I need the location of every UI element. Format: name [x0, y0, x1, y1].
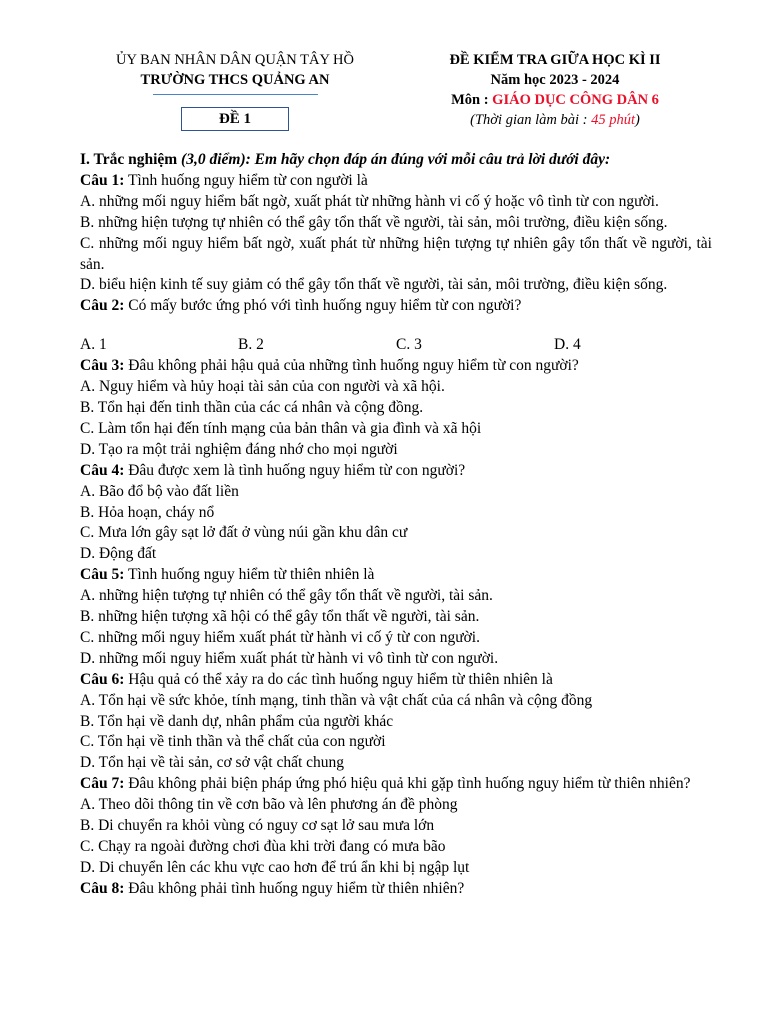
answer-option: D. biểu hiện kinh tế suy giảm có thể gây tổn thất về người, tài sản, môi trường, điều kiện sống.	[80, 276, 668, 294]
subject-label: Môn :	[451, 92, 493, 108]
question-text: Có mấy bước ứng phó với tình huống nguy hiểm từ con người?	[124, 297, 522, 315]
answer-option: C. 3	[396, 336, 422, 354]
question-1	[80, 171, 712, 192]
subject-line	[400, 90, 710, 110]
answer-option: B. Di chuyển ra khỏi vùng có nguy cơ sạt lở sau mưa lớn	[80, 817, 435, 835]
question-2	[80, 296, 712, 317]
section-title: I. Trắc nghiệm	[80, 151, 178, 168]
school-name: TRƯỜNG THCS QUẢNG AN	[140, 72, 330, 88]
question-label: Câu 1:	[80, 171, 125, 189]
answer-option: A. Tổn hại về sức khỏe, tính mạng, tinh thần và vật chất của cá nhân và cộng đồng	[80, 691, 593, 709]
question-5	[80, 565, 712, 586]
answer-option: D. Di chuyển lên các khu vực cao hơn để trú ẩn khi bị ngập lụt	[80, 858, 470, 876]
question-text: Hậu quả có thể xảy ra do các tình huống nguy hiểm từ thiên nhiên là	[124, 670, 553, 688]
school-underline	[153, 94, 318, 95]
section-points: (3,0 điểm)	[177, 151, 246, 168]
question-text: Đâu không phải tình huống nguy hiểm từ thiên nhiên?	[124, 879, 465, 897]
answer-option: D. Tổn hại về tài sản, cơ sở vật chất chung	[80, 754, 345, 772]
header-left	[100, 50, 370, 131]
answer-option: C. những mối nguy hiểm xuất phát từ hành vi cố ý từ con người.	[80, 628, 480, 646]
question-label: Câu 2:	[80, 297, 125, 315]
header-right	[400, 50, 710, 130]
answer-options-row	[80, 335, 712, 356]
question-3	[80, 356, 712, 377]
question-text: Tình huống nguy hiểm từ thiên nhiên là	[124, 566, 375, 584]
answer-option: D. 4	[554, 336, 581, 354]
answer-option: B. Tổn hại về danh dự, nhân phẩm của người khác	[80, 712, 394, 730]
exam-title: ĐỀ KIỂM TRA GIỮA HỌC KÌ II	[449, 52, 661, 68]
question-label: Câu 5:	[80, 566, 125, 584]
question-text: Tình huống nguy hiểm từ con người là	[124, 171, 368, 189]
question-text: Đâu không phải biện pháp ứng phó hiệu quả khi gặp tình huống nguy hiểm từ thiên nhiên?	[124, 775, 691, 793]
question-4	[80, 461, 712, 482]
exam-code-box: ĐỀ 1	[181, 107, 289, 131]
answer-option: A. Nguy hiểm và hủy hoại tài sản của con người và xã hội.	[80, 378, 445, 396]
district-committee: ỦY BAN NHÂN DÂN QUẬN TÂY HỒ	[116, 52, 354, 68]
question-label: Câu 4:	[80, 461, 125, 479]
time-label: (Thời gian làm bài :	[470, 112, 592, 128]
answer-option: A. những mối nguy hiểm bất ngờ, xuất phát từ những hành vi cố ý hoặc vô tình từ con người.	[80, 192, 659, 210]
question-text: Đâu không phải hậu quả của những tình huống nguy hiểm từ con người?	[124, 357, 579, 375]
answer-option: C. Chạy ra ngoài đường chơi đùa khi trời đang có mưa bão	[80, 838, 446, 855]
answer-option: C. những mối nguy hiểm bất ngờ, xuất phát từ những hiện tượng tự nhiên gây tổn thất về người, tài sản.	[80, 234, 712, 273]
question-8	[80, 879, 712, 900]
question-label: Câu 3:	[80, 357, 125, 375]
answer-option: B. những hiện tượng tự nhiên có thể gây tổn thất về người, tài sản, môi trường, điều kiện sống.	[80, 213, 668, 231]
answer-option: B. Hỏa hoạn, cháy nổ	[80, 503, 215, 521]
answer-option: D. những mối nguy hiểm xuất phát từ hành vi vô tình từ con người.	[80, 649, 499, 667]
answer-option: C. Mưa lớn gây sạt lở đất ở vùng núi gần khu dân cư	[80, 524, 408, 542]
question-label: Câu 6:	[80, 670, 125, 688]
time-line	[400, 110, 710, 130]
question-label: Câu 7:	[80, 775, 125, 793]
answer-option: A. Bão đổ bộ vào đất liền	[80, 482, 239, 500]
subject-value: GIÁO DỤC CÔNG DÂN 6	[492, 92, 659, 108]
answer-option: B. Tổn hại đến tinh thần của các cá nhân và cộng đồng.	[80, 398, 424, 416]
exam-content	[80, 150, 712, 900]
time-close: )	[634, 112, 640, 128]
question-7	[80, 774, 712, 795]
answer-option: A. những hiện tượng tự nhiên có thể gây tổn thất về người, tài sản.	[80, 587, 493, 605]
answer-option: A. Theo dõi thông tin về cơn bão và lên phương án đề phòng	[80, 796, 458, 814]
question-label: Câu 8:	[80, 879, 125, 897]
section-heading	[80, 150, 712, 171]
question-text: Đâu được xem là tình huống nguy hiểm từ con người?	[124, 461, 466, 479]
section-instruction: : Em hãy chọn đáp án đúng với mỗi câu trả lời dưới đây:	[245, 151, 611, 168]
question-6	[80, 670, 712, 691]
time-value: 45 phút	[591, 112, 635, 128]
answer-option: D. Tạo ra một trải nghiệm đáng nhớ cho mọi người	[80, 440, 398, 458]
school-year: Năm học 2023 - 2024	[490, 72, 620, 88]
answer-option: C. Làm tổn hại đến tính mạng của bản thân và gia đình và xã hội	[80, 419, 482, 437]
answer-option: C. Tổn hại về tinh thần và thể chất của con người	[80, 733, 386, 751]
answer-option: B. những hiện tượng xã hội có thể gây tổn thất về người, tài sản.	[80, 608, 480, 626]
answer-option: A. 1	[80, 336, 107, 354]
answer-option: D. Động đất	[80, 545, 157, 563]
answer-option: B. 2	[238, 336, 264, 354]
